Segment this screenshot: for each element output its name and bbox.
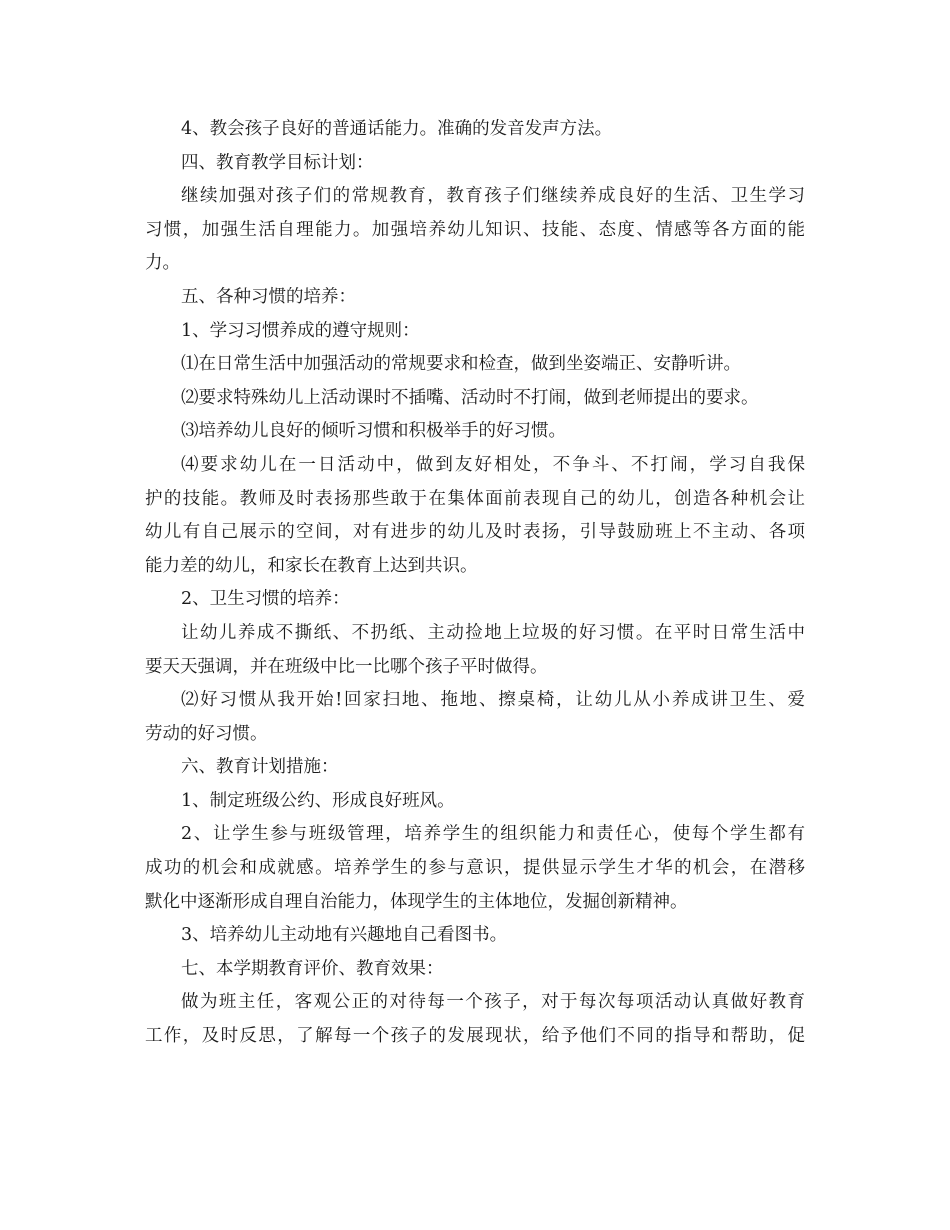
paragraph-line: 做为班主任，客观公正的对待每一个孩子，对于每次每项活动认真做好教育 bbox=[181, 992, 805, 1013]
list-item: 1、制定班级公约、形成良好班风。 bbox=[181, 790, 455, 811]
section-heading-five: 五、各种习惯的培养： bbox=[181, 286, 356, 307]
paragraph-line: 继续加强对孩子们的常规教育，教育孩子们继续养成良好的生活、卫生学习 bbox=[181, 186, 805, 207]
paragraph-line: 幼儿有自己展示的空间，对有进步的幼儿及时表扬，引导鼓励班上不主动、各项 bbox=[145, 522, 805, 543]
paragraph-line: 劳动的好习惯。 bbox=[145, 723, 268, 744]
document-body bbox=[145, 113, 805, 1054]
list-item: ⑵好习惯从我开始!回家扫地、拖地、擦桌椅，让幼儿从小养成讲卫生、爱 bbox=[181, 690, 805, 711]
paragraph-line: 成功的机会和成就感。培养学生的参与意识，提供显示学生才华的机会，在潜移 bbox=[145, 858, 805, 879]
list-item-teach-mandarin: 4、教会孩子良好的普通话能力。准确的发音发声方法。 bbox=[181, 119, 613, 139]
list-item: ⑷要求幼儿在一日活动中，做到友好相处，不争斗、不打闹，学习自我保 bbox=[181, 454, 805, 475]
section-heading-four: 四、教育教学目标计划： bbox=[181, 152, 374, 173]
paragraph-line: 力。 bbox=[145, 253, 180, 274]
section-heading-six: 六、教育计划措施： bbox=[181, 757, 339, 778]
list-item: ⑶培养幼儿良好的倾听习惯和积极举手的好习惯。 bbox=[181, 421, 566, 442]
paragraph-line: 工作，及时反思，了解每一个孩子的发展现状，给予他们不同的指导和帮助，促 bbox=[145, 1026, 805, 1047]
paragraph-line: 护的技能。教师及时表扬那些敢于在集体面前表现自己的幼儿，创造各种机会让 bbox=[145, 488, 805, 509]
section-heading-seven: 七、本学期教育评价、教育效果： bbox=[181, 958, 444, 979]
list-item: 2、让学生参与班级管理，培养学生的组织能力和责任心，使每个学生都有 bbox=[181, 824, 805, 845]
paragraph-line: 默化中逐渐形成自理自治能力，体现学生的主体地位，发掘创新精神。 bbox=[145, 891, 688, 912]
list-item: ⑴在日常生活中加强活动的常规要求和检查，做到坐姿端正、安静听讲。 bbox=[181, 354, 741, 375]
list-item: ⑵要求特殊幼儿上活动课时不插嘴、活动时不打闹，做到老师提出的要求。 bbox=[181, 387, 759, 408]
paragraph-line: 习惯，加强生活自理能力。加强培养幼儿知识、技能、态度、情感等各方面的能 bbox=[145, 219, 805, 240]
subsection-heading: 1、学习习惯养成的遵守规则： bbox=[181, 320, 420, 341]
paragraph-line: 能力差的幼儿，和家长在教育上达到共识。 bbox=[145, 555, 478, 576]
list-item: 3、培养幼儿主动地有兴趣地自己看图书。 bbox=[181, 925, 508, 946]
paragraph-line: 让幼儿养成不撕纸、不扔纸、主动捡地上垃圾的好习惯。在平时日常生活中 bbox=[181, 622, 805, 643]
subsection-heading: 2、卫生习惯的培养： bbox=[181, 589, 350, 610]
paragraph-line: 要天天强调，并在班级中比一比哪个孩子平时做得。 bbox=[145, 656, 548, 677]
